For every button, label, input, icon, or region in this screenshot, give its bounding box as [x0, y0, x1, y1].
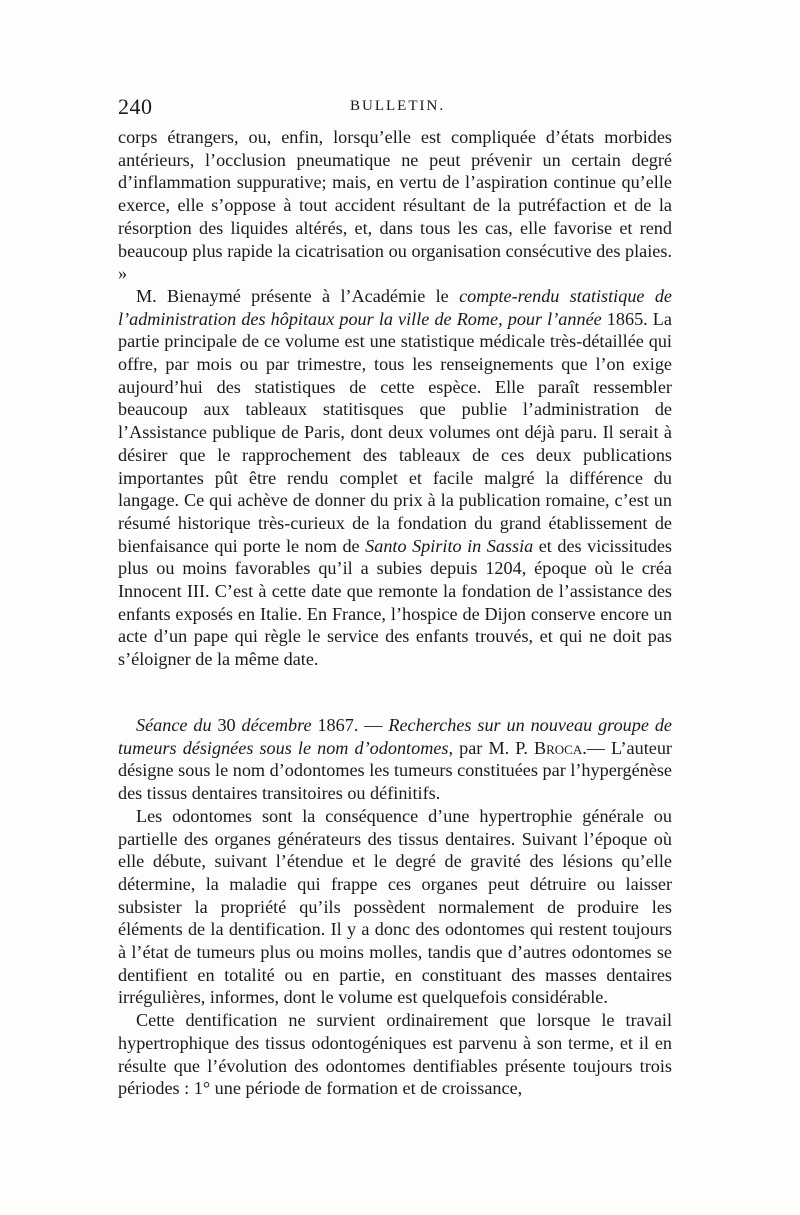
seance-day: 30 — [211, 715, 242, 735]
report-lead: M. Bienaymé présente à l’Académie le — [136, 285, 460, 306]
seance-label: Séance du — [136, 715, 212, 735]
page-number: 240 — [118, 94, 153, 119]
memoir-subject: Recherches sur un nouveau groupe de tumeurs désignées sous le nom d’odontomes, — [118, 715, 672, 758]
memoir-par: par M. P. — [453, 737, 534, 758]
paragraph-aspiration-conclusion: corps étrangers, ou, enfin, lorsqu’elle est compliquée d’états morbides antérieurs, l’occlusion pneumatique ne peut prévenir un certain degré d’inflammation suppurative; mais, en vertu de l’aspiration continue qu’elle exerce, elle s’oppose à tout accident résultant de la putréfaction et de la résorption des liquides altérés, et, dans tous les cas, elle favorise et rend beaucoup plus rapide la cicatrisation ou organisation consécutive des plaies. » — [118, 127, 672, 284]
text-block-statistics — [118, 126, 672, 671]
paragraph-dentification: Cette dentification ne survient ordinairement que lorsque le travail hypertrophique des tissus odontogéniques est parvenu à son terme, et il en résulte que l’évolution des odontomes dentifiables présente toujours trois périodes : 1° une période de formation et de croissance, — [118, 1010, 672, 1099]
place-name: Santo Spirito in Sassia — [365, 535, 534, 556]
paragraph-bienayme-report — [118, 285, 672, 671]
report-title: compte-rendu statistique de l’administration des hôpitaux pour la ville de Rome, pour l’année — [118, 285, 672, 329]
author-name: Broca — [533, 737, 583, 758]
running-head — [118, 94, 678, 122]
paragraph-odontomes-definition: Les odontomes sont la conséquence d’une hypertrophie générale ou partielle des organes générateurs des tissus dentaires. Suivant l’époque où elle débute, suivant l’étendue et le degré de gravité des lésions qu’elle détermine, la maladie qui frappe ces organes peut détruire ou laisser subsister la propriété qu’ils possèdent normalement de produire les éléments de la dentification. Il y a donc des odontomes qui restent toujours à l’état de tumeurs plus ou moins molles, tandis que d’autres odontomes se dentifient en totalité ou en partie, en constituant des masses dentaires irrégulières, informes, dont le volume est quelquefois considérable. — [118, 805, 672, 1008]
running-title: BULLETIN. — [350, 98, 446, 114]
report-tail: et des vicissitudes plus ou moins favorables qu’il a subies depuis 1204, époque où le créa Innocent III. C’est à cette date que remonte la fondation de l’assistance des enfants exposés en Italie. En France, l’hospice de Dijon conserve encore un acte d’un pape qui règle le service des enfants trouvés, et qui ne doit pas s’éloigner de la même date. — [118, 535, 672, 670]
seance-year: 1867. — — [311, 715, 389, 735]
paragraph-seance-heading — [118, 714, 672, 805]
memoir-summary: .— L’auteur désigne sous le nom d’odontomes les tumeurs constituées par l’hypergénèse des tissus dentaires transitoires ou définitifs. — [118, 737, 672, 804]
seance-month: décembre — [241, 715, 312, 735]
text-block-odontomes — [118, 714, 672, 1100]
report-body: 1865. La partie principale de ce volume est une statistique médicale très-détaillée qui offre, par mois ou par trimestre, tous les renseignements que l’on exige aujourd’hui des statistiques de cette espèce. Elle paraît ressembler beaucoup aux tableaux statitisques que publie l’administration de l’Assistance publique de Paris, dont deux volumes ont déjà paru. Il serait à désirer que le rapprochement des tableaux de ces deux publications importantes pût être rendu complet et facile malgré la différence du langage. Ce qui achève de donner du prix à la publication romaine, c’est un résumé historique très-curieux de la fondation du grand établissement de bienfaisance qui porte le nom de — [118, 308, 672, 556]
